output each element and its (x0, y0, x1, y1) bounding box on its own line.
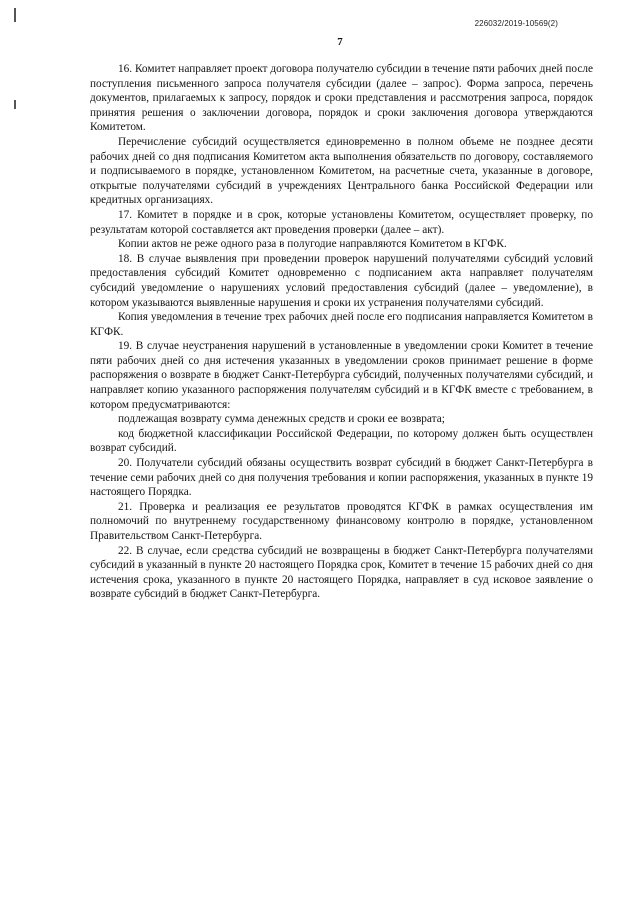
paragraph-20: 20. Получатели субсидий обязаны осуществить возврат субсидий в бюджет Санкт-Петербурга в течение семи рабочих дней со дня получения требования и копии распоряжения, указанных в пункте 19 настоящего Порядка. (90, 457, 593, 499)
paragraph-17: 17. Комитет в порядке и в срок, которые установлены Комитетом, осуществляет проверку, по результатам которой составляется акт проведения проверки (далее – акт). (90, 208, 593, 236)
paragraph-19-item-amount: подлежащая возврату сумма денежных средств и сроки ее возврата; (118, 413, 445, 426)
paragraph-act-copies: Копии актов не реже одного раза в полугодие направляются Комитетом в КГФК. (118, 238, 507, 251)
document-number: 226032/2019-10569(2) (474, 19, 558, 28)
paragraph-16: 16. Комитет направляет проект договора получателю субсидии в течение пяти рабочих дней после поступления письменного запроса получателя субсидии (далее – запрос). Форма запроса, перечень документов, прилагаемых к запросу, порядок и сроки представления и рассмотрения запроса, порядок принятия решения о заключении договора, порядок и сроки заключения договора утверждаются Комитетом. (90, 63, 593, 134)
scan-edge-mark (14, 100, 16, 109)
paragraph-19: 19. В случае неустранения нарушений в установленные в уведомлении сроки Комитет в течение пяти рабочих дней со дня истечения указанных в уведомлении сроков принимает решение в форме распоряжения о возврате в бюджет Санкт-Петербурга субсидий, полученных получателями субсидий, и направляет копию указанного распоряжения получателям субсидий и в КГФК вместе с требованием, в котором предусматриваются: (90, 340, 593, 411)
scan-edge-mark (14, 8, 16, 22)
paragraph-notice-copy: Копия уведомления в течение трех рабочих дней после его подписания направляется Комитетом в КГФК. (90, 311, 593, 338)
paragraph-22: 22. В случае, если средства субсидий не возвращены в бюджет Санкт-Петербурга получателями субсидий в указанный в пункте 20 настоящего Порядка срок, Комитет в течение 15 рабочих дней со дня истечения срока, указанного в пункте 20 настоящего Порядка, направляет в суд исковое заявление о возврате субсидий в бюджет Санкт-Петербурга. (90, 544, 593, 601)
paragraph-21: 21. Проверка и реализация ее результатов проводятся КГФК в рамках осуществления им полномочий по внутреннему государственному финансовому контролю в порядке, установленном Правительством Санкт-Петербурга. (90, 500, 593, 542)
paragraph-18: 18. В случае выявления при проведении проверок нарушений получателями субсидий условий предоставления субсидий Комитет одновременно с подписанием акта направляет получателям субсидий уведомление о нарушениях условий предоставления субсидий (далее – уведомление), в котором указываются выявленные нарушения и сроки их устранения получателями субсидий. (90, 252, 593, 309)
page-number: 7 (337, 36, 343, 48)
paragraph-payment: Перечисление субсидий осуществляется единовременно в полном объеме не позднее десяти рабочих дней со дня подписания Комитетом акта выполнения обязательств по договору, составляемого и подписываемого в порядке, установленном Комитетом, на расчетные счета, указанные в договоре, открытые получателями субсидий в учреждениях Центрального банка Российской Федерации или кредитных организациях. (90, 135, 593, 207)
document-body (90, 62, 593, 602)
paragraph-19-item-code: код бюджетной классификации Российской Федерации, по которому должен быть осуществлен возврат субсидий. (90, 427, 593, 455)
